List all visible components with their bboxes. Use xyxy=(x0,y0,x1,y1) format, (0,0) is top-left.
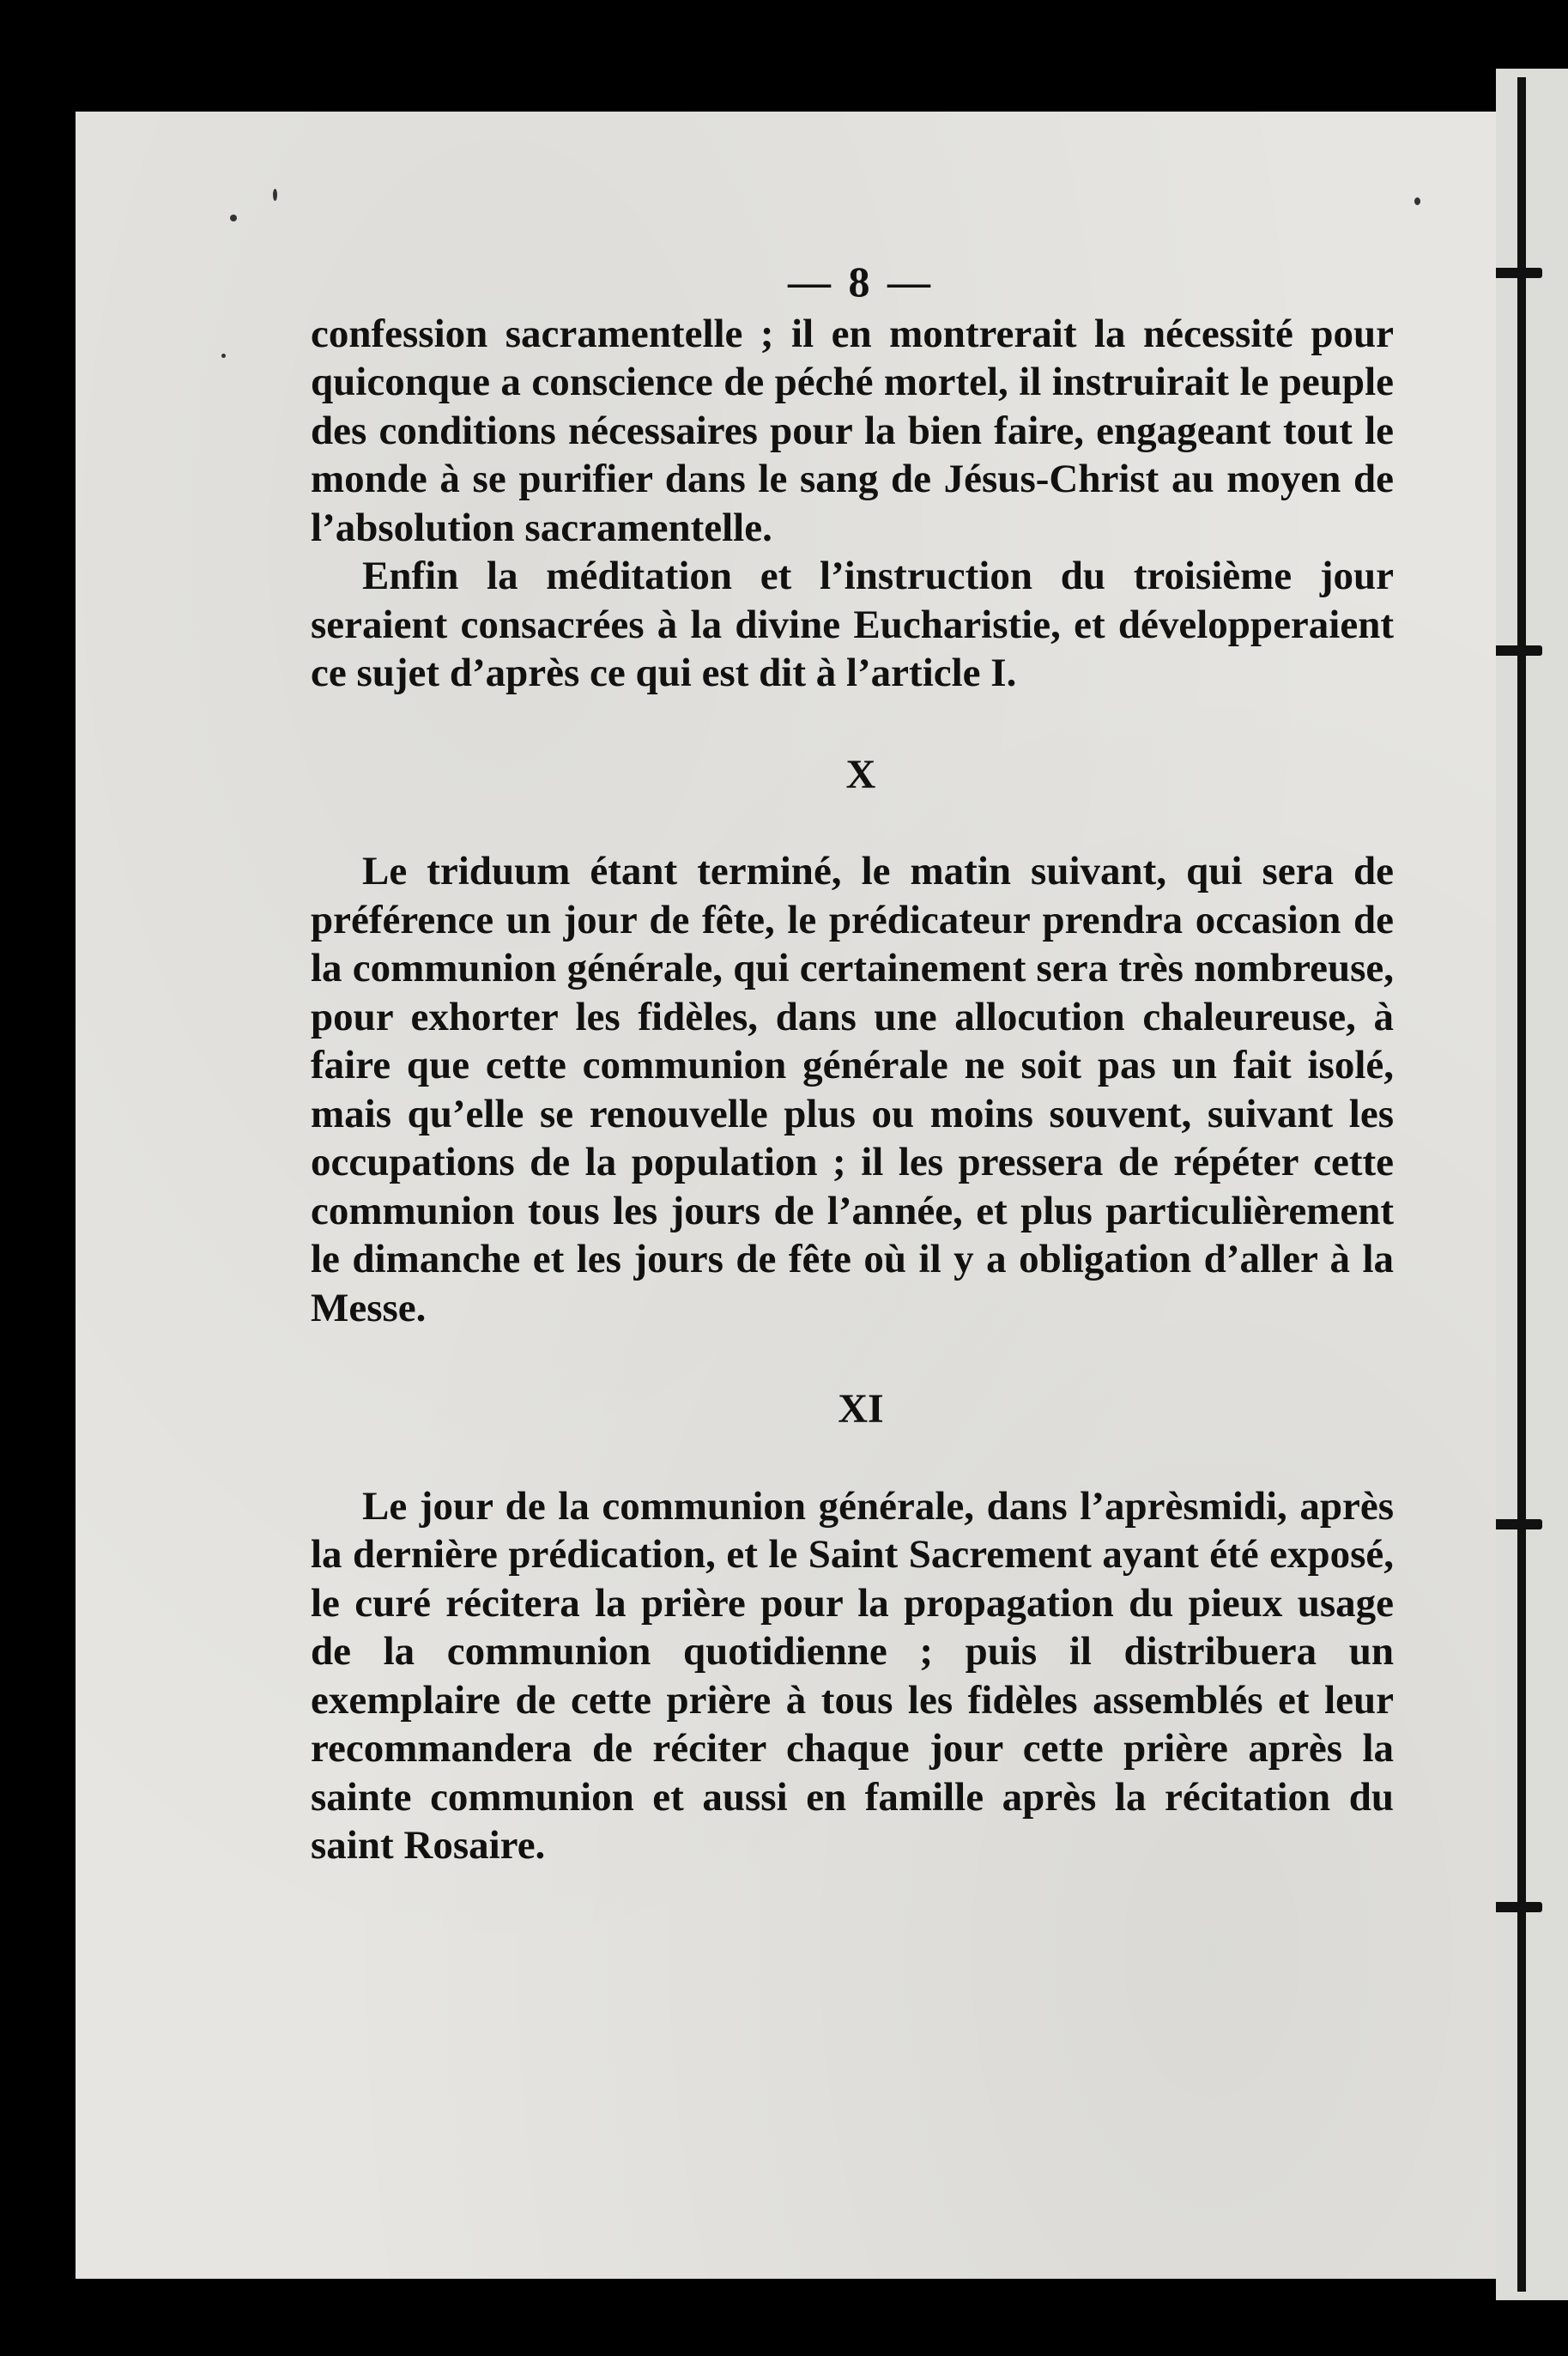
section-heading-x: X xyxy=(845,751,876,797)
paper-speck xyxy=(273,189,277,201)
paper-speck xyxy=(221,354,226,358)
section-heading-xi: XI xyxy=(838,1386,884,1432)
paragraph-confession: confession sacramentelle ; il en montrerait la nécessité pour quiconque a conscience de péché mortel, il instruirait le peuple des conditions nécessaires pour la bien faire, engageant tout le monde à se purifier dans le sang de Jésus-Christ au moyen de l’absolution sacramentelle. xyxy=(311,311,1394,550)
binding-stitch xyxy=(1489,1519,1542,1529)
paragraph-communion-generale: Le jour de la communion générale, dans l’aprèsmidi, après la dernière prédication, et le Saint Sacrement ayant été exposé, le curé récitera la prière pour la propagation du pieux usage de la communion quotidienne ; puis il distribuera un exemplaire de cette prière à tous les fidèles assemblés et leur recommandera de réciter chaque jour cette prière après la sainte communion et aussi en famille après la récitation du saint Rosaire. xyxy=(311,1483,1394,1868)
binding-thread xyxy=(1517,77,1526,2292)
paragraph-eucharistie: Enfin la méditation et l’instruction du troisième jour seraient consacrées à la divine Eucharistie, et développeraient ce sujet d’après ce qui est dit à l’article I. xyxy=(311,554,1394,695)
adjacent-page-edge xyxy=(1496,69,1568,2300)
page-number: — 8 — xyxy=(788,257,934,306)
page-text xyxy=(311,257,1394,1870)
binding-stitch xyxy=(1489,1902,1542,1912)
binding-stitch xyxy=(1489,645,1542,656)
paper-speck xyxy=(1414,197,1420,205)
binding-stitch xyxy=(1489,268,1542,278)
paragraph-triduum: Le triduum étant terminé, le matin suivant, qui sera de préférence un jour de fête, le prédicateur prendra occasion de la communion générale, qui certainement sera très nombreuse, pour exhorter les fidèles, dans une allocution chaleureuse, à faire que cette communion générale ne soit pas un fait isolé, mais qu’elle se renouvelle plus ou moins souvent, suivant les occupations de la population ; il les pressera de répéter cette communion tous les jours de l’année, et plus particulièrement le dimanche et les jours de fête où il y a obligation d’aller à la Messe. xyxy=(311,849,1394,1330)
paper-speck xyxy=(230,215,237,221)
